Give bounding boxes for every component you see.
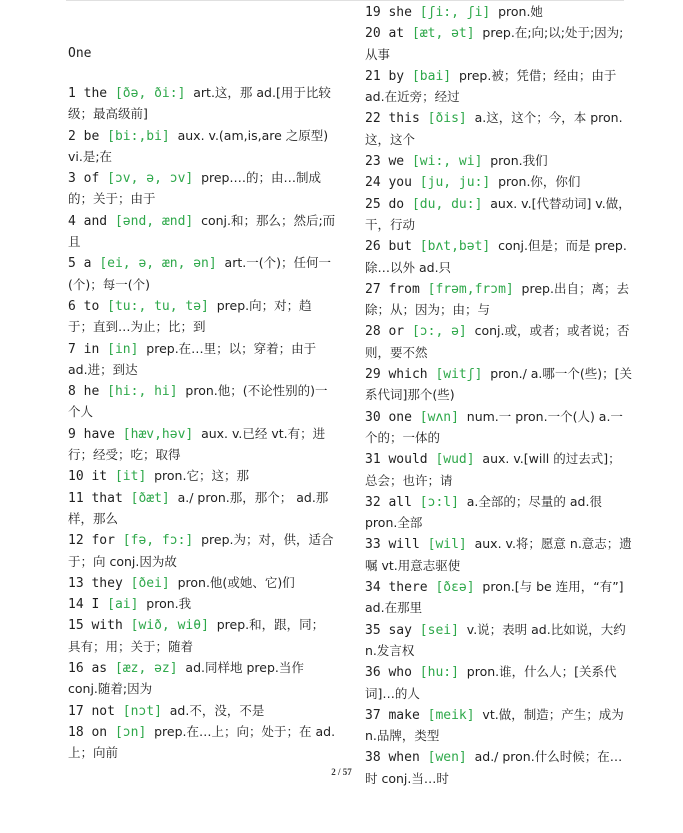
entry-word: there bbox=[388, 580, 428, 596]
vocab-entry bbox=[68, 722, 336, 765]
entry-phonetic: [frəm,frɔm] bbox=[427, 281, 514, 297]
entry-phonetic: [in] bbox=[107, 341, 139, 357]
vocab-entry bbox=[365, 492, 633, 535]
entry-phonetic: [æt, ət] bbox=[411, 26, 475, 42]
entry-phonetic: [ju, ju:] bbox=[419, 175, 491, 191]
entry-word: or bbox=[388, 324, 405, 340]
entry-word: by bbox=[388, 68, 405, 84]
entry-definition: prep.向；对；趋于；直到…为止；比；到 bbox=[68, 297, 312, 335]
entry-word: the bbox=[83, 86, 108, 101]
section-heading: One bbox=[68, 46, 92, 61]
entry-number: 25 bbox=[365, 196, 381, 212]
entry-number: 8 bbox=[68, 384, 76, 400]
entry-phonetic: [hi:, hi] bbox=[107, 384, 178, 400]
vocab-entry bbox=[365, 279, 633, 322]
entry-phonetic: [wud] bbox=[435, 452, 475, 468]
entry-word: would bbox=[388, 452, 428, 468]
entry-word: on bbox=[91, 724, 108, 740]
entry-number: 18 bbox=[68, 724, 84, 740]
entry-definition: aux. v.(am,is,are 之原型) vi.是;在 bbox=[68, 127, 329, 164]
entry-phonetic: [ðæt] bbox=[130, 490, 170, 506]
entry-word: do bbox=[388, 196, 405, 212]
entry-number: 35 bbox=[365, 622, 381, 638]
entry-definition: aux. v.[will 的过去式]；总会；也许；请 bbox=[365, 451, 621, 488]
entry-word: this bbox=[388, 111, 420, 127]
entry-number: 29 bbox=[365, 367, 381, 383]
entry-number: 36 bbox=[365, 665, 381, 681]
entry-phonetic: [tu:, tu, tə] bbox=[107, 298, 209, 314]
entry-phonetic: [ðə, ði:] bbox=[114, 86, 186, 101]
entry-word: to bbox=[83, 298, 100, 314]
entry-number: 33 bbox=[365, 537, 381, 553]
entry-word: from bbox=[388, 281, 420, 297]
entry-word: he bbox=[83, 384, 100, 400]
entry-word: who bbox=[388, 665, 412, 681]
entry-number: 23 bbox=[365, 154, 381, 170]
entry-definition: ad.不，没，不是 bbox=[169, 702, 265, 718]
entry-word: will bbox=[388, 537, 420, 553]
right-column bbox=[365, 2, 633, 790]
vocab-entry bbox=[365, 151, 633, 172]
entry-phonetic: [ənd, ænd] bbox=[114, 213, 194, 229]
entry-phonetic: [du, du:] bbox=[411, 196, 483, 212]
vocab-entry bbox=[365, 577, 633, 620]
entry-word: you bbox=[388, 175, 412, 191]
entry-definition: pron.他(或她、它)们 bbox=[177, 574, 295, 590]
entry-number: 17 bbox=[68, 703, 84, 719]
entry-number: 7 bbox=[68, 341, 76, 357]
entry-phonetic: [ɔ:, ə] bbox=[411, 324, 467, 340]
entry-word: she bbox=[388, 5, 412, 20]
vocab-entry bbox=[365, 172, 633, 193]
vocab-entry bbox=[68, 701, 336, 722]
entry-number: 38 bbox=[365, 750, 381, 766]
entry-phonetic: [ɔv, ə, ɔv] bbox=[107, 171, 194, 187]
entry-word: with bbox=[91, 618, 123, 634]
entry-phonetic: [ai] bbox=[107, 597, 139, 613]
entry-number: 28 bbox=[365, 324, 381, 340]
entry-word: when bbox=[388, 750, 420, 766]
entry-phonetic: [wil] bbox=[427, 537, 467, 553]
entry-phonetic: [bʌt,bət] bbox=[419, 239, 491, 255]
vocab-entry bbox=[68, 424, 336, 467]
vocab-entry bbox=[68, 296, 336, 339]
vocab-entry bbox=[365, 66, 633, 109]
entry-definition: prep.…的；由…制成的；关于；由于 bbox=[68, 170, 321, 207]
entry-number: 4 bbox=[68, 213, 76, 229]
entry-phonetic: [æz, əz] bbox=[114, 661, 178, 677]
entry-phonetic: [ðεə] bbox=[435, 580, 475, 596]
entry-definition: pron.她 bbox=[498, 4, 543, 19]
entry-phonetic: [wʌn] bbox=[419, 409, 459, 425]
entry-definition: conj.和；那么；然后;而且 bbox=[68, 212, 336, 250]
vocab-entry bbox=[365, 662, 633, 705]
entry-phonetic: [hæv,həv] bbox=[122, 426, 194, 442]
entry-phonetic: [nɔt] bbox=[122, 703, 162, 719]
entry-definition: pron.你，你们 bbox=[498, 174, 581, 190]
entry-definition: prep.出自；离；去除；从；因为；由；与 bbox=[365, 280, 629, 318]
entry-phonetic: [fə, fɔ:] bbox=[122, 533, 194, 549]
entry-word: for bbox=[91, 533, 115, 549]
vocab-entry bbox=[68, 466, 336, 487]
entry-number: 14 bbox=[68, 597, 84, 613]
entry-number: 11 bbox=[68, 490, 84, 506]
vocab-entry bbox=[365, 620, 633, 663]
vocab-entry bbox=[68, 530, 336, 573]
entry-number: 9 bbox=[68, 426, 76, 442]
vocab-entry bbox=[365, 321, 633, 364]
vocab-entry bbox=[68, 339, 336, 382]
entry-phonetic: [ʃi:, ʃi] bbox=[419, 5, 491, 20]
vocab-entry bbox=[68, 573, 336, 594]
entry-phonetic: [wi:, wi] bbox=[411, 154, 483, 170]
entry-definition: pron.[与 be 连用，“有”] ad.在那里 bbox=[365, 579, 624, 616]
entry-number: 2 bbox=[68, 128, 76, 144]
entry-definition: prep.为；对，供，适合于；向 conj.因为故 bbox=[68, 532, 334, 569]
top-rule bbox=[66, 0, 624, 1]
entry-phonetic: [ɔn] bbox=[114, 724, 147, 740]
entry-definition: pron.它；这；那 bbox=[154, 468, 249, 484]
entry-word: not bbox=[91, 703, 115, 719]
vocab-entry bbox=[365, 194, 633, 237]
entry-number: 21 bbox=[365, 68, 381, 84]
vocab-entry bbox=[365, 705, 633, 748]
entry-definition: prep.在;向;以;处于;因为;从事 bbox=[365, 25, 624, 62]
vocab-entry bbox=[365, 236, 633, 279]
entry-word: which bbox=[388, 367, 428, 383]
entry-number: 20 bbox=[365, 26, 381, 42]
entry-word: it bbox=[91, 469, 108, 485]
entry-number: 22 bbox=[365, 111, 381, 127]
page-number: 2 / 57 bbox=[331, 767, 352, 777]
entry-word: of bbox=[83, 171, 100, 187]
entry-definition: conj.但是；而是 prep.除…以外 ad.只 bbox=[365, 238, 627, 275]
vocab-entry bbox=[365, 2, 633, 23]
vocab-entry bbox=[68, 168, 336, 211]
entry-word: at bbox=[388, 26, 405, 42]
entry-number: 24 bbox=[365, 175, 381, 191]
entry-number: 16 bbox=[68, 661, 84, 677]
entry-word: be bbox=[83, 128, 100, 144]
entry-definition: pron.谁，什么人；[关系代词]…的人 bbox=[365, 664, 617, 701]
entry-word: we bbox=[388, 154, 405, 170]
entry-word: a bbox=[83, 256, 92, 272]
entry-definition: pron./ a.哪一个(些)；[关系代词]那个(些) bbox=[365, 366, 633, 403]
vocab-entry bbox=[365, 23, 633, 66]
entry-number: 31 bbox=[365, 452, 381, 468]
vocab-entry bbox=[365, 534, 633, 577]
entry-word: they bbox=[91, 575, 123, 591]
entry-definition: conj.或，或者；或者说；否则，要不然 bbox=[365, 323, 630, 360]
entry-definition: a.这，这个；今，本 pron.这，这个 bbox=[365, 110, 623, 147]
entry-number: 19 bbox=[365, 5, 381, 20]
entry-phonetic: [meik] bbox=[427, 707, 475, 723]
vocab-entry bbox=[68, 488, 336, 531]
entry-definition: vt.做，制造；产生；成为 n.品牌，类型 bbox=[365, 706, 624, 744]
vocab-entry bbox=[68, 594, 336, 615]
vocab-entry bbox=[68, 381, 336, 424]
entry-phonetic: [witʃ] bbox=[435, 367, 483, 383]
entry-number: 12 bbox=[68, 533, 84, 549]
entry-number: 5 bbox=[68, 256, 76, 272]
entry-definition: a.全部的；尽量的 ad.很 pron.全部 bbox=[365, 493, 602, 531]
vocab-entry bbox=[68, 253, 336, 296]
entry-definition: aux. v.[代替动词] v.做，干，行动 bbox=[365, 195, 631, 232]
entry-phonetic: [ei, ə, æn, ən] bbox=[99, 256, 217, 272]
entry-number: 1 bbox=[68, 86, 76, 101]
entry-definition: aux. v.将；愿意 n.意志；遗嘱 vt.用意志驱使 bbox=[365, 536, 632, 573]
entry-word: but bbox=[388, 239, 412, 255]
entry-phonetic: [wen] bbox=[427, 750, 467, 766]
entry-definition: pron.他；(不论性别的)一个人 bbox=[68, 383, 328, 420]
entry-definition: prep.和，跟，同；具有；用；关于；随着 bbox=[68, 617, 325, 654]
entry-phonetic: [it] bbox=[114, 469, 147, 485]
entry-phonetic: [ðis] bbox=[427, 111, 467, 127]
entry-number: 30 bbox=[365, 409, 381, 425]
entry-definition: ad./ pron.什么时候；在…时 conj.当…时 bbox=[365, 749, 623, 786]
entry-definition: art.一(个)；任何一(个)；每一(个) bbox=[68, 255, 331, 292]
entry-number: 27 bbox=[365, 281, 381, 297]
vocab-entry bbox=[68, 211, 336, 254]
entry-number: 10 bbox=[68, 469, 84, 485]
vocab-entry bbox=[365, 364, 633, 407]
entry-definition: ad.同样地 prep.当作 conj.随着;因为 bbox=[68, 660, 304, 697]
entry-word: say bbox=[388, 622, 412, 638]
entry-definition: aux. v.已经 vt.有；进行；经受；吃；取得 bbox=[68, 425, 326, 463]
vocab-entry bbox=[365, 108, 633, 151]
entry-phonetic: [bi:,bi] bbox=[107, 128, 170, 144]
entry-number: 3 bbox=[68, 171, 76, 187]
entry-definition: v.说；表明 ad.比如说，大约 n.发言权 bbox=[365, 621, 626, 658]
entry-number: 34 bbox=[365, 580, 381, 596]
entry-phonetic: [ɔ:l] bbox=[419, 494, 459, 510]
entry-definition: a./ pron.那，那个； ad.那样，那么 bbox=[68, 489, 329, 526]
vocab-entry bbox=[68, 126, 336, 169]
entry-word: I bbox=[91, 597, 100, 613]
entry-definition: prep.在…上；向；处于；在 ad.上；向前 bbox=[68, 723, 336, 761]
entry-word: make bbox=[388, 707, 420, 723]
entry-word: in bbox=[83, 341, 100, 357]
entry-word: and bbox=[83, 213, 108, 229]
entry-number: 15 bbox=[68, 618, 84, 634]
entry-word: that bbox=[91, 490, 123, 506]
entry-word: have bbox=[83, 426, 115, 442]
entry-number: 26 bbox=[365, 239, 381, 255]
entry-definition: pron.我们 bbox=[490, 153, 548, 169]
entry-phonetic: [ðei] bbox=[130, 575, 170, 591]
entry-number: 37 bbox=[365, 707, 381, 723]
entry-number: 6 bbox=[68, 298, 76, 314]
entry-phonetic: [wið, wiθ] bbox=[130, 618, 209, 634]
entry-word: all bbox=[388, 494, 412, 510]
entry-definition: pron.我 bbox=[146, 596, 192, 612]
vocab-entry bbox=[365, 449, 633, 492]
entry-definition: prep.被；凭借；经由；由于 ad.在近旁；经过 bbox=[365, 67, 617, 105]
vocab-entry bbox=[365, 407, 633, 450]
entry-phonetic: [hu:] bbox=[419, 665, 459, 681]
vocab-entry bbox=[68, 83, 336, 126]
entry-definition: art.这，那 ad.[用于比较级；最高级前] bbox=[68, 85, 331, 122]
entry-definition: prep.在…里；以；穿着；由于 ad.进；到达 bbox=[68, 340, 317, 377]
entry-word: one bbox=[388, 409, 412, 425]
entry-phonetic: [sei] bbox=[419, 622, 459, 638]
left-column bbox=[68, 83, 336, 765]
entry-definition: num.一 pron.一个(人) a.一个的；一体的 bbox=[365, 408, 623, 445]
vocab-entry bbox=[68, 615, 336, 658]
entry-phonetic: [bai] bbox=[411, 68, 452, 84]
entry-number: 32 bbox=[365, 494, 381, 510]
vocab-entry bbox=[68, 658, 336, 701]
entry-word: as bbox=[91, 661, 108, 677]
entry-number: 13 bbox=[68, 575, 84, 591]
